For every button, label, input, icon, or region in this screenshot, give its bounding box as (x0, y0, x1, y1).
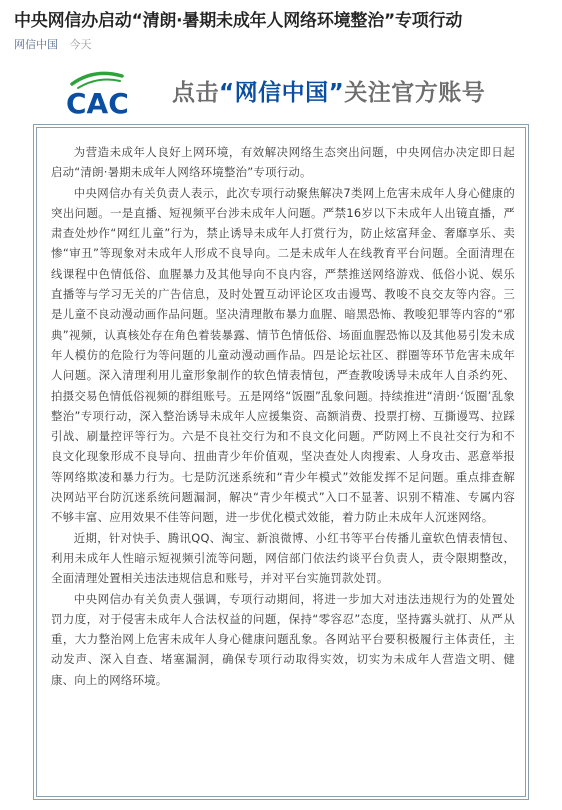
article-frame (33, 124, 529, 800)
follow-banner[interactable] (40, 68, 540, 116)
paragraph-platform-interviews: 近期，针对快手、腾讯QQ、淘宝、新浪微博、小红书等平台传播儿童软色情表情包、利用未成年人性暗示短视频引流等问题，网信部门依法约谈平台负责人，责令限期整改，全面清理处置相关违法违规信息和账号，并对平台实施罚款处罚。 (51, 530, 515, 586)
banner-suffix: 关注官方账号 (344, 80, 486, 106)
article-body (36, 127, 526, 797)
paragraph-conclusion: 中央网信办有关负责人强调，专项行动期间，将进一步加大对违法违规行为的处置处罚力度，对于侵害未成年人合法权益的问题，保持“零容忍”态度，坚持露头就打、从严从重，大力整治网上危害未成年人身心健康问题乱象。各网站平台要积极履行主体责任，主动发声、深入自查、堵塞漏洞，确保专项行动取得实效，切实为未成年人营造文明、健康、向上的网络环境。 (51, 591, 515, 687)
paragraph-seven-issues: 中央网信办有关负责人表示，此次专项行动聚焦解决7类网上危害未成年人身心健康的突出问题。一是直播、短视频平台涉未成年人问题。严禁16岁以下未成年人出镜直播，严肃查处炒作“网红儿童”行为，禁止诱导未成年人打赏行为，防止炫富拜金、奢靡享乐、卖惨“审丑”等现象对未成年人形成不良导向。二是未成年人在线教育平台问题。全面清理在线课程中色情低俗、血腥暴力及其他导向不良内容，严禁推送网络游戏、低俗小说、娱乐直播等与学习无关的广告信息，及时处置互动评论区攻击谩骂、教唆不良交友等内容。三是儿童不良动漫动画作品问题。坚决清理散布暴力血腥、暗黑恐怖、教唆犯罪等内容的“邪典”视频，认真核处存在角色着装暴露、情节色情低俗、场面血腥恐怖以及其他易引发未成年人模仿的危险行为等问题的儿童动漫动画作品。四是论坛社区、群圈等环节危害未成年人问题。深入清理利用儿童形象制作的软色情表情包，严查教唆诱导未成年人自杀约死、拍摄交易色情低俗视频的群组账号。五是网络“饭圈”乱象问题。持续推进“清朗·‘饭圈’乱象整治”专项行动，深入整治诱导未成年人应援集资、高额消费、投票打榜、互撕谩骂、拉踩引战、刷量控评等行为。六是不良社交行为和不良文化问题。严防网上不良社交行为和不良文化现象形成不良导向、扭曲青少年价值观，坚决查处人肉搜索、人身攻击、恶意举报等网络欺凌和暴力行为。七是防沉迷系统和“青少年模式”效能发挥不足问题。重点排查解决网站平台防沉迷系统问题漏洞，解决“青少年模式”入口不显著、识别不精准、专属内容不够丰富、应用效果不佳等问题，进一步优化模式效能，着力防止未成年人沉迷网络。 (51, 185, 515, 525)
cac-logo-icon (64, 68, 150, 116)
banner-highlight: “网信中国” (219, 80, 345, 106)
paragraph-intro: 为营造未成年人良好上网环境，有效解决网络生态突出问题，中央网信办决定即日起启动“清朗·暑期未成年人网络环境整治”专项行动。 (51, 145, 515, 180)
banner-text (172, 78, 485, 108)
cac-logo-text: CAC (66, 87, 129, 116)
banner-prefix: 点击 (172, 80, 219, 106)
article-title: 中央网信办启动“清朗·暑期未成年人网络环境整治”专项行动 (14, 11, 463, 31)
article-time: 今天 (69, 38, 92, 51)
article-source-link[interactable]: 网信中国 (14, 38, 58, 51)
article-meta (14, 38, 92, 52)
